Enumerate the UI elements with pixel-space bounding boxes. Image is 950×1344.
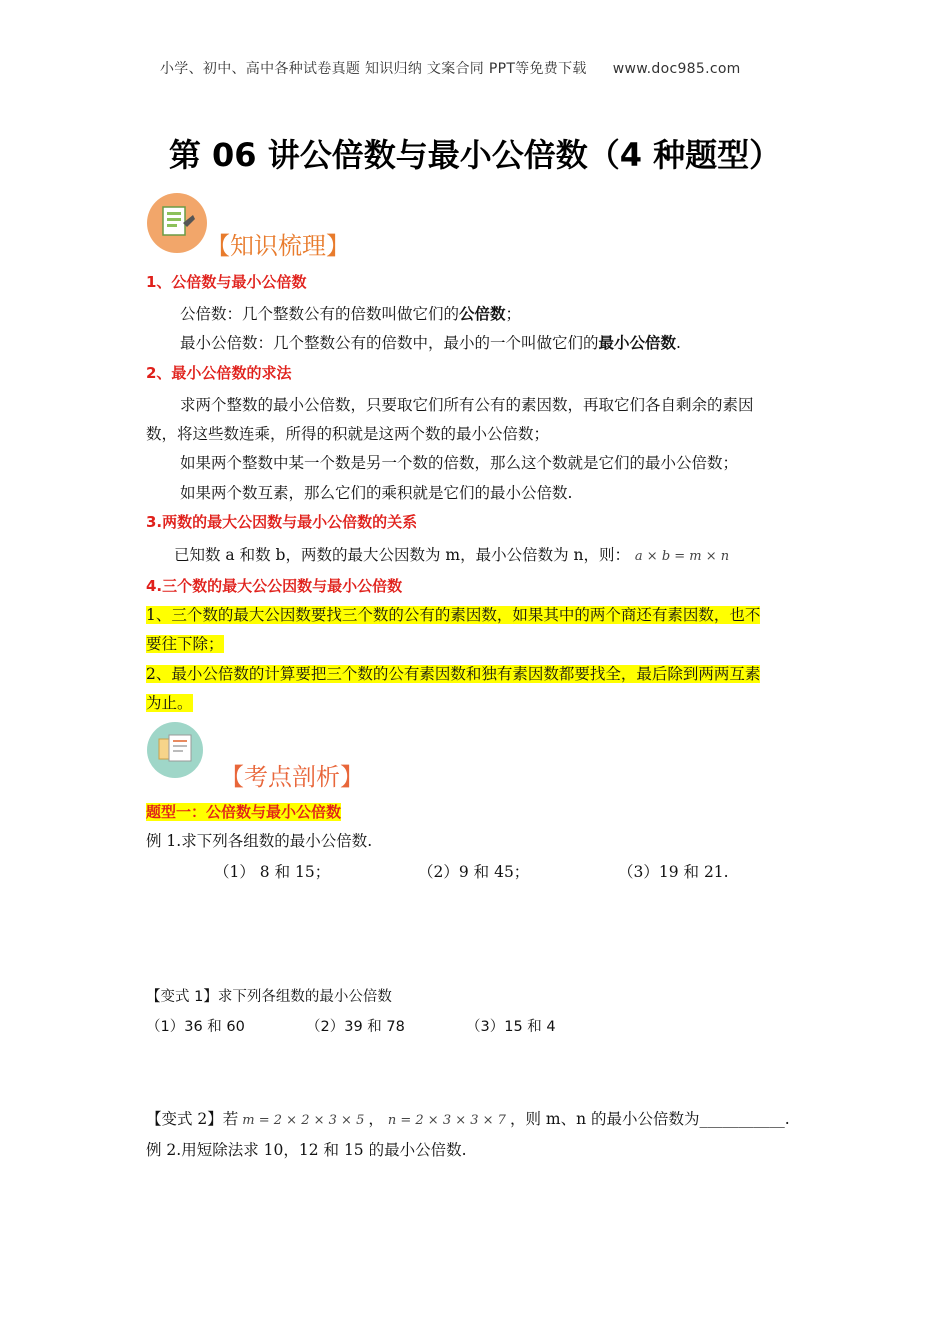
relation-formula: a × b = m × n	[634, 549, 730, 564]
heading-lcm-method: 2、最小公倍数的求法	[146, 364, 292, 382]
heading-gcd-lcm-relation: 3.两数的最大公因数与最小公倍数的关系	[146, 513, 418, 531]
relation-text: 已知数 a 和数 b，两数的最大公因数为 m，最小公倍数为 n，则： a × b = m × n	[174, 546, 730, 564]
type-1-heading: 题型一：公倍数与最小公倍数	[146, 803, 342, 821]
heading-three-numbers: 4.三个数的最大公公因数与最小公倍数	[146, 577, 403, 595]
method-line-4: 如果两个数互素，那么它们的乘积就是它们的最小公倍数.	[180, 484, 573, 502]
highlight-note-2-line-1: 2、最小公倍数的计算要把三个数的公有素因数和独有素因数都要找全，最后除到两两互素	[146, 665, 761, 683]
banner-url[interactable]: www.doc985.com	[612, 61, 741, 77]
highlight-note-1-line-2: 要往下除；	[146, 635, 224, 653]
m-formula: m = 2 × 2 × 3 × 5	[242, 1113, 365, 1128]
site-banner	[160, 58, 741, 78]
def-lcm: 最小公倍数：几个整数公有的倍数中，最小的一个叫做它们的最小公倍数.	[180, 334, 681, 352]
answer-blank[interactable]: ___________	[699, 1110, 785, 1128]
variant-1-part-3: （3）15 和 4	[466, 1019, 556, 1035]
method-line-1: 求两个整数的最小公倍数，只要取它们所有公有的素因数，再取它们各自剩余的素因	[180, 396, 754, 414]
variant-1-part-1: （1）36 和 60	[146, 1019, 245, 1035]
n-formula: n = 2 × 3 × 3 × 7	[387, 1113, 506, 1128]
example-1-text: 例 1.求下列各组数的最小公倍数.	[146, 832, 373, 850]
variant-1-part-2: （2）39 和 78	[306, 1019, 405, 1035]
knowledge-icon	[147, 193, 207, 253]
example-1-part-2: （2）9 和 45；	[418, 863, 530, 881]
method-line-2: 数，将这些数连乘，所得的积就是这两个数的最小公倍数；	[146, 425, 550, 443]
example-2-text: 例 2.用短除法求 10，12 和 15 的最小公倍数.	[146, 1141, 467, 1159]
section-heading-analysis: 【考点剖析】	[220, 763, 364, 791]
page-title: 第 06 讲公倍数与最小公倍数（4 种题型）	[168, 136, 782, 174]
example-1-part-3: （3）19 和 21.	[618, 863, 729, 881]
highlight-note-2-line-2: 为止。	[146, 694, 193, 712]
variant-2-text: 【变式 2】若 m = 2 × 2 × 3 × 5 ， n = 2 × 3 × 3 × 7 ，则 m、n 的最小公倍数为___________.	[146, 1110, 790, 1128]
example-1-part-1: （1） 8 和 15；	[214, 863, 331, 881]
highlight-note-1-line-1: 1、三个数的最大公因数要找三个数的公有的素因数，如果其中的两个商还有素因数，也不	[146, 606, 761, 624]
method-line-3: 如果两个整数中某一个数是另一个数的倍数，那么这个数就是它们的最小公倍数；	[180, 454, 739, 472]
variant-1-text: 【变式 1】求下列各组数的最小公倍数	[146, 989, 392, 1005]
def-common-multiple: 公倍数：几个整数公有的倍数叫做它们的公倍数；	[180, 305, 522, 323]
analysis-icon	[147, 722, 203, 778]
banner-text: 小学、初中、高中各种试卷真题 知识归纳 文案合同 PPT等免费下载	[160, 61, 587, 77]
heading-common-multiple: 1、公倍数与最小公倍数	[146, 273, 307, 291]
section-heading-knowledge: 【知识梳理】	[206, 232, 350, 260]
